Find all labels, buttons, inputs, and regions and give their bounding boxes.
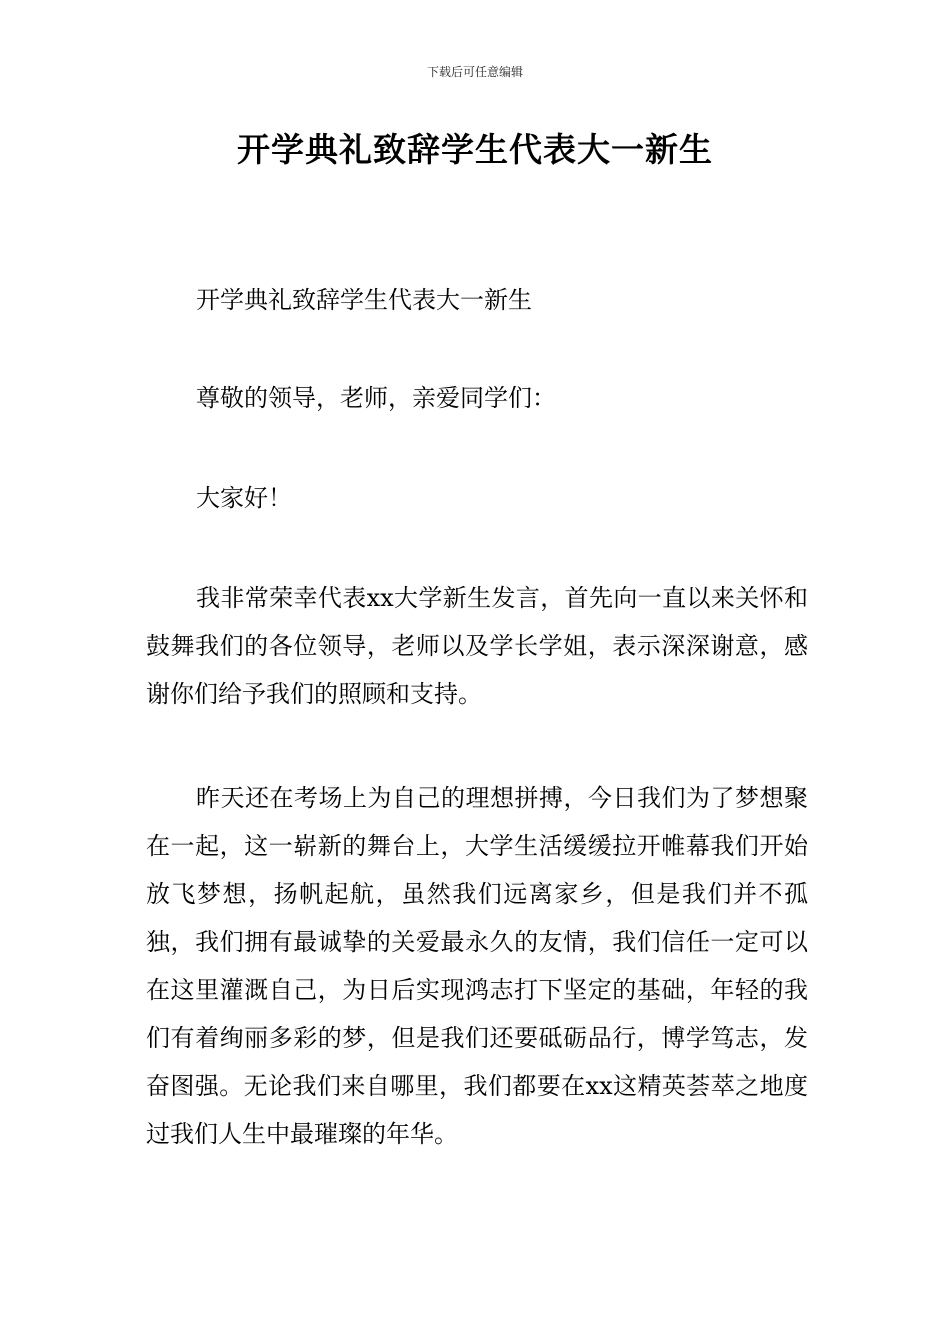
paragraph-body-1: 我非常荣幸代表xx大学新生发言，首先向一直以来关怀和鼓舞我们的各位领导，老师以及学长学姐，表示深深谢意，感谢你们给予我们的照顾和支持。 bbox=[146, 584, 808, 708]
paragraph-greeting: 大家好！ bbox=[196, 484, 292, 512]
paragraph-salutation: 尊敬的领导，老师，亲爱同学们： bbox=[196, 384, 556, 412]
paragraph-body-2: 昨天还在考场上为自己的理想拼搏，今日我们为了梦想聚在一起，这一崭新的舞台上，大学生活缓缓拉开帷幕我们开始放飞梦想，扬帆起航，虽然我们远离家乡，但是我们并不孤独，我们拥有最诚挚的关爱最永久的友情，我们信任一定可以在这里灌溉自己，为日后实现鸿志打下坚定的基础，年轻的我们有着绚丽多彩的梦，但是我们还要砥砺品行，博学笃志，发奋图强。无论我们来自哪里，我们都要在xx这精英荟萃之地度过我们人生中最璀璨的年华。 bbox=[146, 784, 808, 1148]
document-title: 开学典礼致辞学生代表大一新生 bbox=[237, 130, 713, 169]
page-header-note: 下载后可任意编辑 bbox=[426, 65, 523, 79]
paragraph-subtitle: 开学典礼致辞学生代表大一新生 bbox=[196, 286, 532, 314]
